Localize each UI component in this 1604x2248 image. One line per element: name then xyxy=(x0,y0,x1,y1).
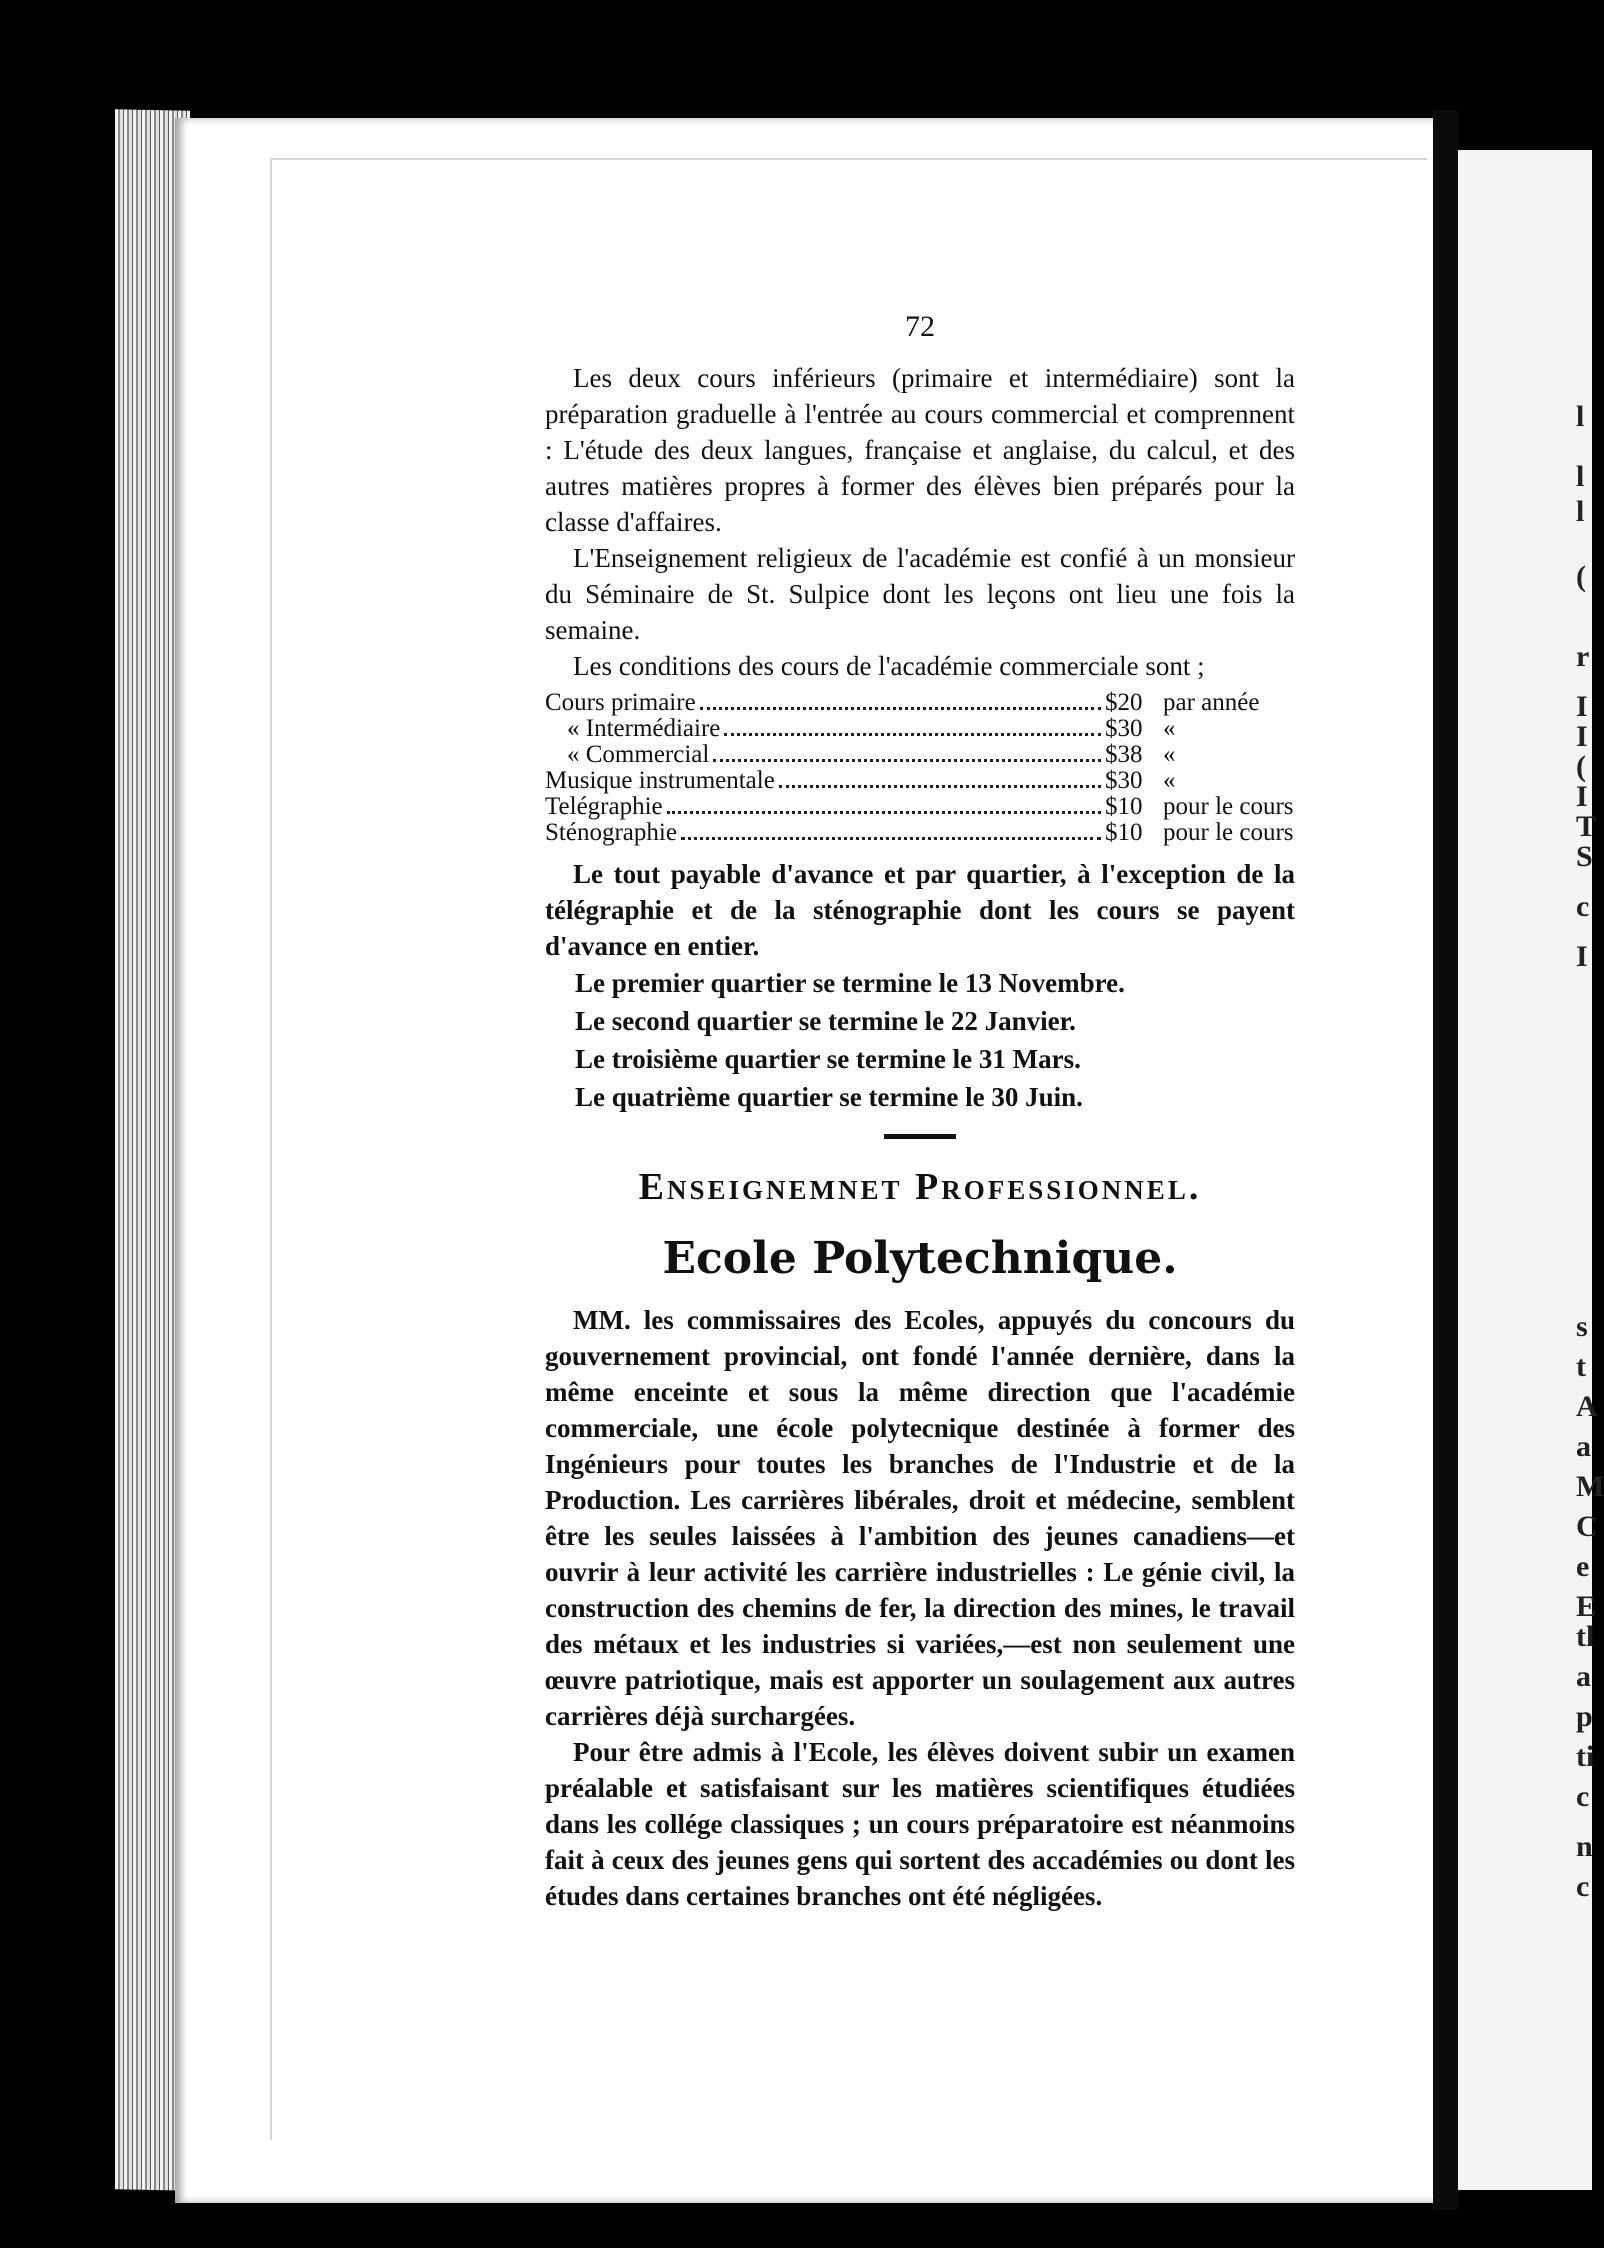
tuition-row xyxy=(545,716,1295,742)
facing-page-fragment: T xyxy=(1576,810,1597,843)
facing-page-fragment: a xyxy=(1576,1430,1591,1463)
leader-dots xyxy=(713,759,1101,762)
leader-dots xyxy=(667,811,1101,814)
tuition-label: Sténographie xyxy=(545,819,677,846)
tuition-period: « xyxy=(1163,767,1176,794)
paragraph-religious-teaching: L'Enseignement religieux de l'académie est confié à un monsieur du Séminaire de St. Sulpice dont les leçons ont lieu une fois la semaine. xyxy=(545,543,1295,645)
tuition-period: par année xyxy=(1163,689,1260,716)
polytechnique-body xyxy=(545,1302,1295,1914)
facing-page-fragment: c xyxy=(1576,1780,1590,1813)
facing-page-fragment: I xyxy=(1576,720,1588,753)
tuition-label: Telégraphie xyxy=(545,793,663,820)
book-spine xyxy=(1433,110,1458,2210)
tuition-period: « xyxy=(1163,715,1176,742)
tuition-period: pour le cours xyxy=(1163,793,1294,820)
facing-page-fragment: C xyxy=(1576,1510,1598,1543)
facing-page-fragment: ( xyxy=(1576,750,1586,783)
facing-page-edge xyxy=(1458,150,1604,2190)
facing-page-fragment: tl xyxy=(1576,1620,1595,1653)
facing-page-fragment: l xyxy=(1576,400,1585,433)
page-number: 72 xyxy=(905,310,935,343)
quarters-list xyxy=(545,964,1295,1116)
tuition-row xyxy=(545,690,1295,716)
facing-page-fragment: t xyxy=(1576,1350,1586,1383)
tuition-price: $10 xyxy=(1105,819,1143,846)
tuition-price: $38 xyxy=(1105,741,1143,768)
paragraph-polytechnique: MM. les commissaires des Ecoles, appuyés du concours du gouvernement provincial, ont fondé l'année dernière, dans la même enceinte et sous la même direction que l'académie commerciale, une école polytecnique destinée à former des Ingénieurs pour toutes les branches de l'Industrie et de la Production. Les carrières libérales, droit et médecine, semblent être les seules laissées à l'ambition des jeunes canadiens—et ouvrir à leur activité les carrière industrielles : Le génie civil, la construction des chemins de fer, la direction des mines, le travail des métaux et les industries si variées,—est non seulement une œuvre patriotique, mais est apporter un soulagement aux autres carrières déjà surchargées. xyxy=(545,1305,1295,1731)
facing-page-fragment: n xyxy=(1576,1830,1593,1863)
tuition-price: $30 xyxy=(1105,715,1143,742)
tuition-price: $10 xyxy=(1105,793,1143,820)
tuition-price: $20 xyxy=(1105,689,1143,716)
tuition-row xyxy=(545,794,1295,820)
tuition-row xyxy=(545,768,1295,794)
facing-page-fragment: ti xyxy=(1576,1740,1595,1773)
facing-page-fragment: c xyxy=(1576,890,1590,923)
paragraph-payment: Le tout payable d'avance et par quartier, à l'exception de la télégraphie et de la sténographie dont les cours se payent d'avance en entier. xyxy=(545,859,1295,961)
section-divider xyxy=(884,1134,956,1139)
tuition-period: « xyxy=(1163,741,1176,768)
leader-dots xyxy=(724,733,1101,736)
facing-page-fragment: c xyxy=(1576,1870,1590,1903)
facing-page-fragment: M xyxy=(1576,1470,1604,1503)
tuition-table xyxy=(545,690,1295,846)
section-heading: Enseignemnet Professionnel. xyxy=(638,1166,1202,1208)
tuition-label: Musique instrumentale xyxy=(545,767,775,794)
paragraph-admission: Pour être admis à l'Ecole, les élèves doivent subir un examen préalable et satisfaisant sur les matières scientifiques étudiées dans les collége classiques ; un cours préparatoire est néanmoins fait à ceux des jeunes gens qui sortent des accadémies ou dont les études dans certaines branches ont été négligées. xyxy=(545,1737,1295,1911)
tuition-period: pour le cours xyxy=(1163,819,1294,846)
facing-page-fragment: I xyxy=(1576,780,1588,813)
facing-page-fragment: I xyxy=(1576,690,1588,723)
facing-page-fragment: S xyxy=(1576,840,1593,873)
quarter-line: Le premier quartier se termine le 13 Novembre. xyxy=(575,968,1125,998)
tuition-label: « Commercial xyxy=(567,741,710,768)
tuition-label: « Intermédiaire xyxy=(567,715,721,742)
facing-page-fragment: p xyxy=(1576,1700,1593,1733)
facing-page-fragment: s xyxy=(1576,1310,1588,1343)
paragraph-conditions: Les conditions des cours de l'académie commerciale sont ; xyxy=(573,651,1205,681)
tuition-row xyxy=(545,820,1295,846)
facing-page-fragment: A xyxy=(1576,1390,1598,1423)
facing-page-fragment: r xyxy=(1576,640,1590,673)
leader-dots xyxy=(681,837,1101,840)
facing-page-fragment: e xyxy=(1576,1550,1590,1583)
facing-page-fragment: l xyxy=(1576,460,1585,493)
subheading: Ecole Polytechnique. xyxy=(662,1233,1178,1284)
page-content xyxy=(545,310,1295,1914)
quarter-line: Le second quartier se termine le 22 Janvier. xyxy=(575,1006,1076,1036)
tuition-price: $30 xyxy=(1105,767,1143,794)
quarter-line: Le quatrième quartier se termine le 30 Juin. xyxy=(575,1082,1083,1112)
quarter-line: Le troisième quartier se termine le 31 Mars. xyxy=(575,1044,1081,1074)
leader-dots xyxy=(700,707,1101,710)
facing-page-fragment: l xyxy=(1576,495,1585,528)
facing-page-fragment: I xyxy=(1576,940,1588,973)
facing-page-fragment: E xyxy=(1576,1590,1597,1623)
paragraph-lower-courses: Les deux cours inférieurs (primaire et intermédiaire) sont la préparation graduelle à l'entrée au cours commercial et comprennent : L'étude des deux langues, française et anglaise, du calcul, et des autres matières propres à former des élèves bien préparés pour la classe d'affaires. xyxy=(545,363,1295,537)
leader-dots xyxy=(779,785,1101,788)
facing-page-fragment: a xyxy=(1576,1660,1591,1693)
facing-page-fragment: ( xyxy=(1576,560,1586,593)
tuition-label: Cours primaire xyxy=(545,689,696,716)
tuition-row xyxy=(545,742,1295,768)
